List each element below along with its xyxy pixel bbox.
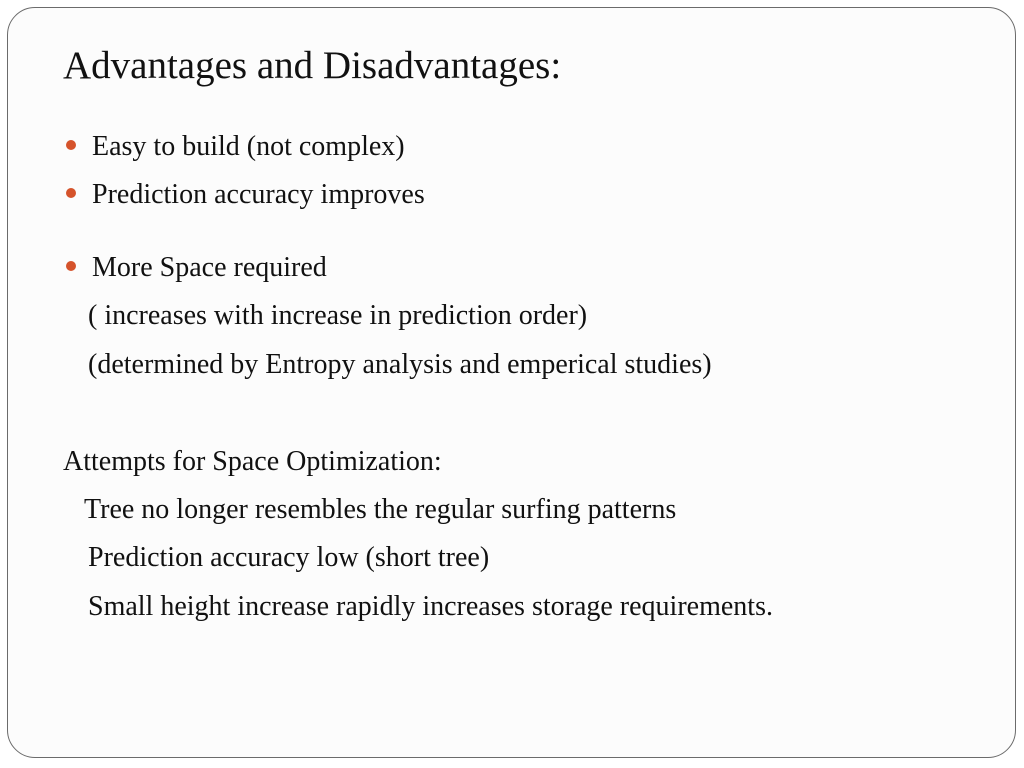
section-item-tree-patterns: Tree no longer resembles the regular surfing patterns [84,494,677,525]
section-item-storage-requirements: Small height increase rapidly increases storage requirements. [88,591,773,622]
bullet-dot-icon [66,140,76,150]
bullet-item-prediction-accuracy: Prediction accuracy improves [92,179,425,210]
space-note-prediction-order: ( increases with increase in prediction order) [88,300,588,331]
bullet-item-easy-to-build: Easy to build (not complex) [92,131,405,162]
section-item-accuracy-low: Prediction accuracy low (short tree) [88,542,490,573]
slide-title: Advantages and Disadvantages: [63,44,562,87]
slide [7,7,1016,758]
bullet-dot-icon [66,261,76,271]
space-note-entropy-analysis: (determined by Entropy analysis and emperical studies) [88,349,712,380]
section-heading-space-optimization: Attempts for Space Optimization: [63,446,442,477]
bullet-item-more-space: More Space required [92,252,327,283]
bullet-dot-icon [66,188,76,198]
